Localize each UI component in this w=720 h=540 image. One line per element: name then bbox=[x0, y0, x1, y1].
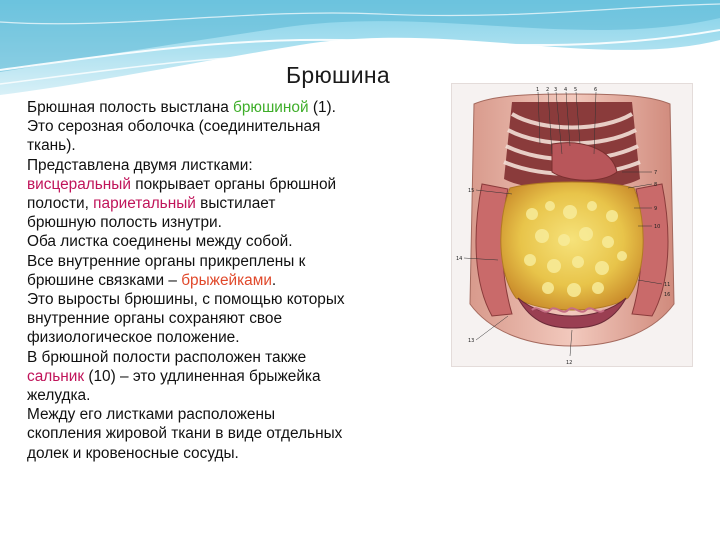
figure-label: 15 bbox=[468, 188, 475, 194]
text-span: полости, bbox=[27, 195, 94, 213]
term-peritoneum: брюшиной bbox=[233, 99, 309, 116]
figure-label: 1 bbox=[536, 87, 540, 93]
term-omentum: сальник bbox=[27, 367, 85, 385]
figure-label: 3 bbox=[554, 87, 558, 93]
text-line: внутренние органы сохраняют свое bbox=[27, 310, 283, 328]
text-line bbox=[27, 271, 427, 290]
text-line: Представлена двумя листками: bbox=[27, 156, 253, 174]
text-line: Это выросты брюшины, с помощью которых bbox=[27, 291, 345, 309]
figure-label: 6 bbox=[594, 87, 598, 93]
figure-label: 12 bbox=[566, 360, 573, 366]
slide-title: Брюшина bbox=[286, 62, 391, 88]
anatomy-illustration-icon bbox=[452, 84, 692, 366]
text-line: ткань). bbox=[27, 137, 76, 155]
text-line bbox=[27, 98, 427, 117]
text-line: В брюшной полости расположен также bbox=[27, 348, 307, 366]
text-line: скопления жировой ткани в виде отдельных bbox=[27, 425, 343, 443]
term-parietal: париетальный bbox=[93, 195, 196, 213]
term-mesentery: брыжейками bbox=[181, 271, 272, 289]
figure-label: 13 bbox=[468, 338, 475, 344]
text-line: брюшную полость изнутри. bbox=[27, 214, 222, 232]
text-line: Все внутренние органы прикреплены к bbox=[27, 252, 306, 270]
text-line bbox=[27, 194, 427, 213]
text-line: желудка. bbox=[27, 387, 91, 405]
text-span: . bbox=[271, 271, 277, 289]
figure-label: 4 bbox=[564, 87, 568, 93]
figure-label: 7 bbox=[654, 170, 658, 176]
text-span: покрывает органы брюшной bbox=[130, 175, 337, 193]
figure-label: 10 bbox=[654, 224, 661, 230]
figure-label: 14 bbox=[456, 256, 463, 262]
figure-label: 9 bbox=[654, 206, 658, 212]
text-line bbox=[27, 367, 427, 386]
text-line: Оба листка соединены между собой. bbox=[27, 233, 293, 251]
figure-label: 16 bbox=[664, 292, 671, 298]
text-span: (10) – это удлиненная брыжейка bbox=[84, 367, 321, 385]
body-text bbox=[27, 98, 427, 463]
text-span: (1). bbox=[308, 99, 336, 116]
figure-label: 8 bbox=[654, 182, 658, 188]
text-line: Между его листками расположены bbox=[27, 406, 276, 424]
text-line: долек и кровеносные сосуды. bbox=[27, 444, 239, 462]
text-line: Это серозная оболочка (соединительная bbox=[27, 118, 321, 136]
text-line: физиологическое положение. bbox=[27, 329, 240, 347]
text-span: Брюшная полость выстлана bbox=[27, 99, 234, 116]
anatomy-figure bbox=[451, 83, 693, 367]
term-visceral: висцеральный bbox=[27, 175, 131, 193]
figure-label: 11 bbox=[664, 282, 671, 288]
text-span: выстилает bbox=[195, 195, 276, 213]
figure-label: 5 bbox=[574, 87, 578, 93]
text-line bbox=[27, 175, 427, 194]
figure-label: 2 bbox=[546, 87, 550, 93]
text-span: брюшине связками – bbox=[27, 271, 182, 289]
